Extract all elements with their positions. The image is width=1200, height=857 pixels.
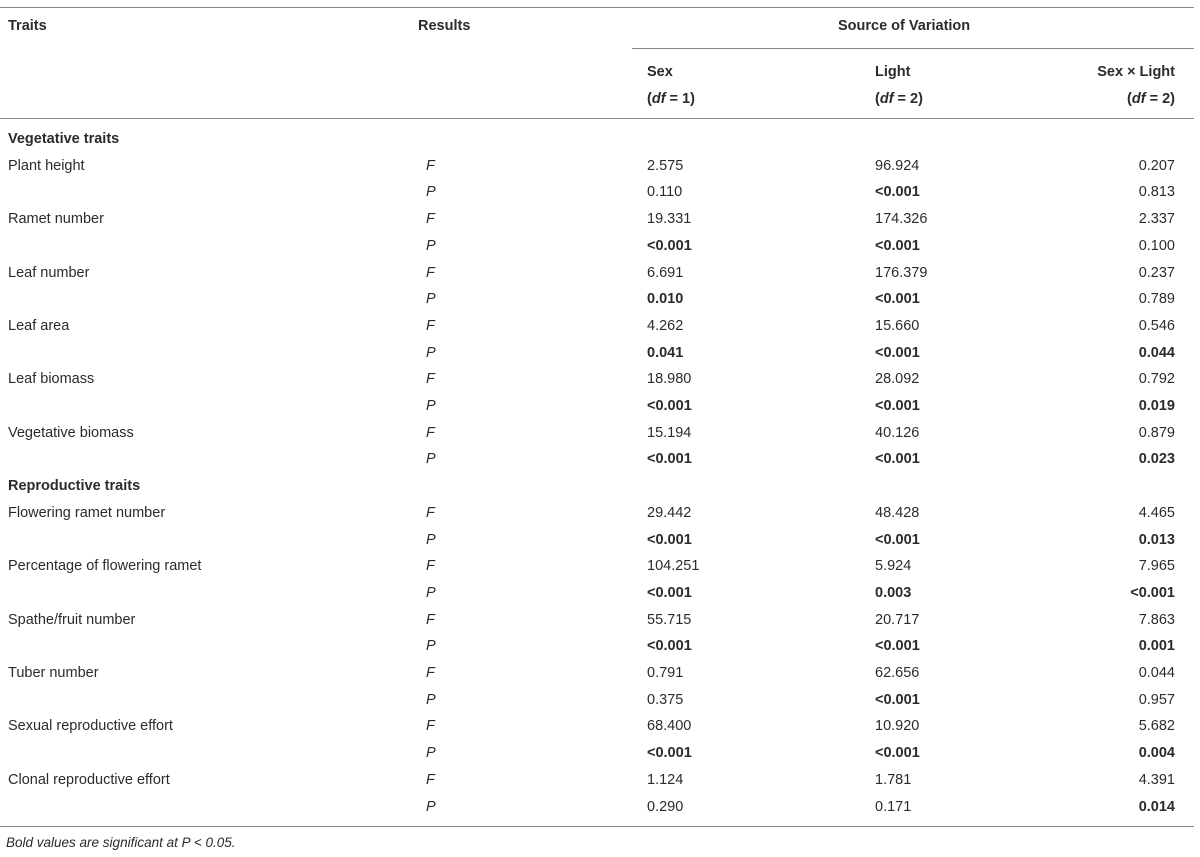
result-label-p: P [426,237,436,254]
p-value-sex: <0.001 [647,638,692,655]
p-value-sex: 0.110 [647,184,683,201]
f-value-light: 96.924 [875,157,920,174]
f-value-sex: 18.980 [647,371,692,388]
f-value-interaction: 0.207 [1138,157,1175,174]
header-source: Source of Variation [838,18,971,34]
f-value-light: 176.379 [875,264,928,281]
f-value-light: 28.092 [875,371,920,388]
trait-name: Leaf area [8,317,70,334]
f-value-interaction: 2.337 [1138,211,1175,228]
table-bottom-rule [0,826,1194,827]
result-label-p: P [426,398,436,414]
f-value-light: 40.126 [875,424,920,441]
f-value-interaction: 0.546 [1138,317,1175,334]
p-value-light: <0.001 [875,237,920,254]
result-label-f: F [426,718,435,735]
f-value-sex: 29.442 [647,504,692,521]
f-value-interaction: 7.965 [1138,558,1175,575]
p-value-light: <0.001 [875,398,920,414]
f-value-sex: 15.194 [647,424,692,441]
p-value-light: <0.001 [875,691,920,708]
f-value-interaction: 4.391 [1138,771,1175,788]
result-label-f: F [426,611,435,628]
p-value-sex: 0.010 [647,291,684,308]
f-value-sex: 19.331 [647,211,692,228]
result-label-f: F [426,211,435,228]
table-top-rule [0,7,1194,8]
result-label-f: F [426,504,435,521]
trait-name: Plant height [8,157,85,174]
f-value-sex: 1.124 [647,771,684,788]
header-interaction: Sex × Light [1097,64,1175,80]
p-value-light: <0.001 [875,745,920,762]
p-value-light: <0.001 [875,638,920,655]
result-label-f: F [426,317,435,334]
f-value-sex: 68.400 [647,718,692,735]
p-value-sex: <0.001 [647,398,692,414]
f-value-light: 15.660 [875,317,920,334]
p-value-light: 0.003 [875,584,912,601]
result-label-p: P [426,798,436,815]
result-label-p: P [426,291,436,308]
result-label-p: P [426,584,436,601]
f-value-light: 1.781 [875,771,912,788]
trait-name: Flowering ramet number [8,504,166,521]
result-label-p: P [426,691,436,708]
trait-name: Ramet number [8,211,104,228]
result-label-f: F [426,371,435,388]
trait-name: Leaf number [8,264,90,281]
f-value-light: 20.717 [875,611,920,628]
footnote: Bold values are significant at P < 0.05. [6,835,236,850]
result-label-f: F [426,558,435,575]
f-value-light: 48.428 [875,504,920,521]
f-value-sex: 104.251 [647,558,700,575]
p-value-interaction: 0.001 [1138,638,1175,655]
p-value-interaction: 0.813 [1138,184,1175,201]
source-rule [632,48,1194,49]
f-value-interaction: 0.044 [1138,665,1175,681]
p-value-sex: 0.041 [647,344,684,361]
f-value-interaction: 0.792 [1138,371,1175,388]
p-value-interaction: 0.957 [1138,691,1175,708]
p-value-light: 0.171 [875,798,912,815]
f-value-interaction: 4.465 [1138,504,1175,521]
header-results: Results [418,18,471,34]
trait-name: Tuber number [8,665,99,681]
p-value-interaction: 0.789 [1138,291,1175,308]
p-value-light: <0.001 [875,184,920,201]
f-value-light: 62.656 [875,665,920,681]
p-value-interaction: 0.014 [1138,798,1175,815]
section-title: Reproductive traits [8,478,141,495]
header-sex: Sex [647,64,673,80]
f-value-sex: 0.791 [647,665,684,681]
p-value-sex: 0.290 [647,798,684,815]
f-value-sex: 2.575 [647,157,684,174]
f-value-interaction: 7.863 [1138,611,1175,628]
f-value-light: 10.920 [875,718,920,735]
result-label-f: F [426,264,435,281]
result-label-p: P [426,451,436,468]
p-value-sex: <0.001 [647,531,692,548]
p-value-light: <0.001 [875,291,920,308]
result-label-f: F [426,157,435,174]
trait-name: Spathe/fruit number [8,611,136,628]
section-title: Vegetative traits [8,131,120,147]
p-value-interaction: 0.013 [1138,531,1175,548]
p-value-sex: <0.001 [647,584,692,601]
p-value-sex: <0.001 [647,745,692,762]
p-value-interaction: 0.004 [1138,745,1175,762]
p-value-interaction: <0.001 [1130,584,1175,601]
p-value-interaction: 0.023 [1138,451,1175,468]
header-traits: Traits [8,18,47,34]
header-light-df: (df = 2) [875,91,923,107]
result-label-f: F [426,424,435,441]
result-label-p: P [426,531,436,548]
trait-name: Clonal reproductive effort [8,771,170,788]
f-value-light: 174.326 [875,211,928,228]
p-value-light: <0.001 [875,451,920,468]
trait-name: Vegetative biomass [8,424,134,441]
p-value-interaction: 0.019 [1138,398,1175,414]
header-rule [0,118,1194,119]
p-value-sex: <0.001 [647,237,692,254]
p-value-sex: <0.001 [647,451,692,468]
p-value-sex: 0.375 [647,691,684,708]
result-label-p: P [426,638,436,655]
trait-name: Leaf biomass [8,371,95,388]
p-value-light: <0.001 [875,344,920,361]
f-value-interaction: 0.237 [1138,264,1175,281]
trait-name: Percentage of flowering ramet [8,558,202,575]
f-value-light: 5.924 [875,558,912,575]
f-value-interaction: 0.879 [1138,424,1175,441]
p-value-light: <0.001 [875,531,920,548]
f-value-interaction: 5.682 [1138,718,1175,735]
header-interaction-df: (df = 2) [1127,91,1175,107]
f-value-sex: 6.691 [647,264,684,281]
result-label-p: P [426,745,436,762]
header-light: Light [875,64,911,80]
result-label-f: F [426,771,435,788]
result-label-p: P [426,184,436,201]
f-value-sex: 4.262 [647,317,684,334]
result-label-f: F [426,665,435,681]
result-label-p: P [426,344,436,361]
p-value-interaction: 0.044 [1138,344,1175,361]
header-sex-df: (df = 1) [647,91,695,107]
p-value-interaction: 0.100 [1138,237,1175,254]
f-value-sex: 55.715 [647,611,692,628]
trait-name: Sexual reproductive effort [8,718,173,735]
